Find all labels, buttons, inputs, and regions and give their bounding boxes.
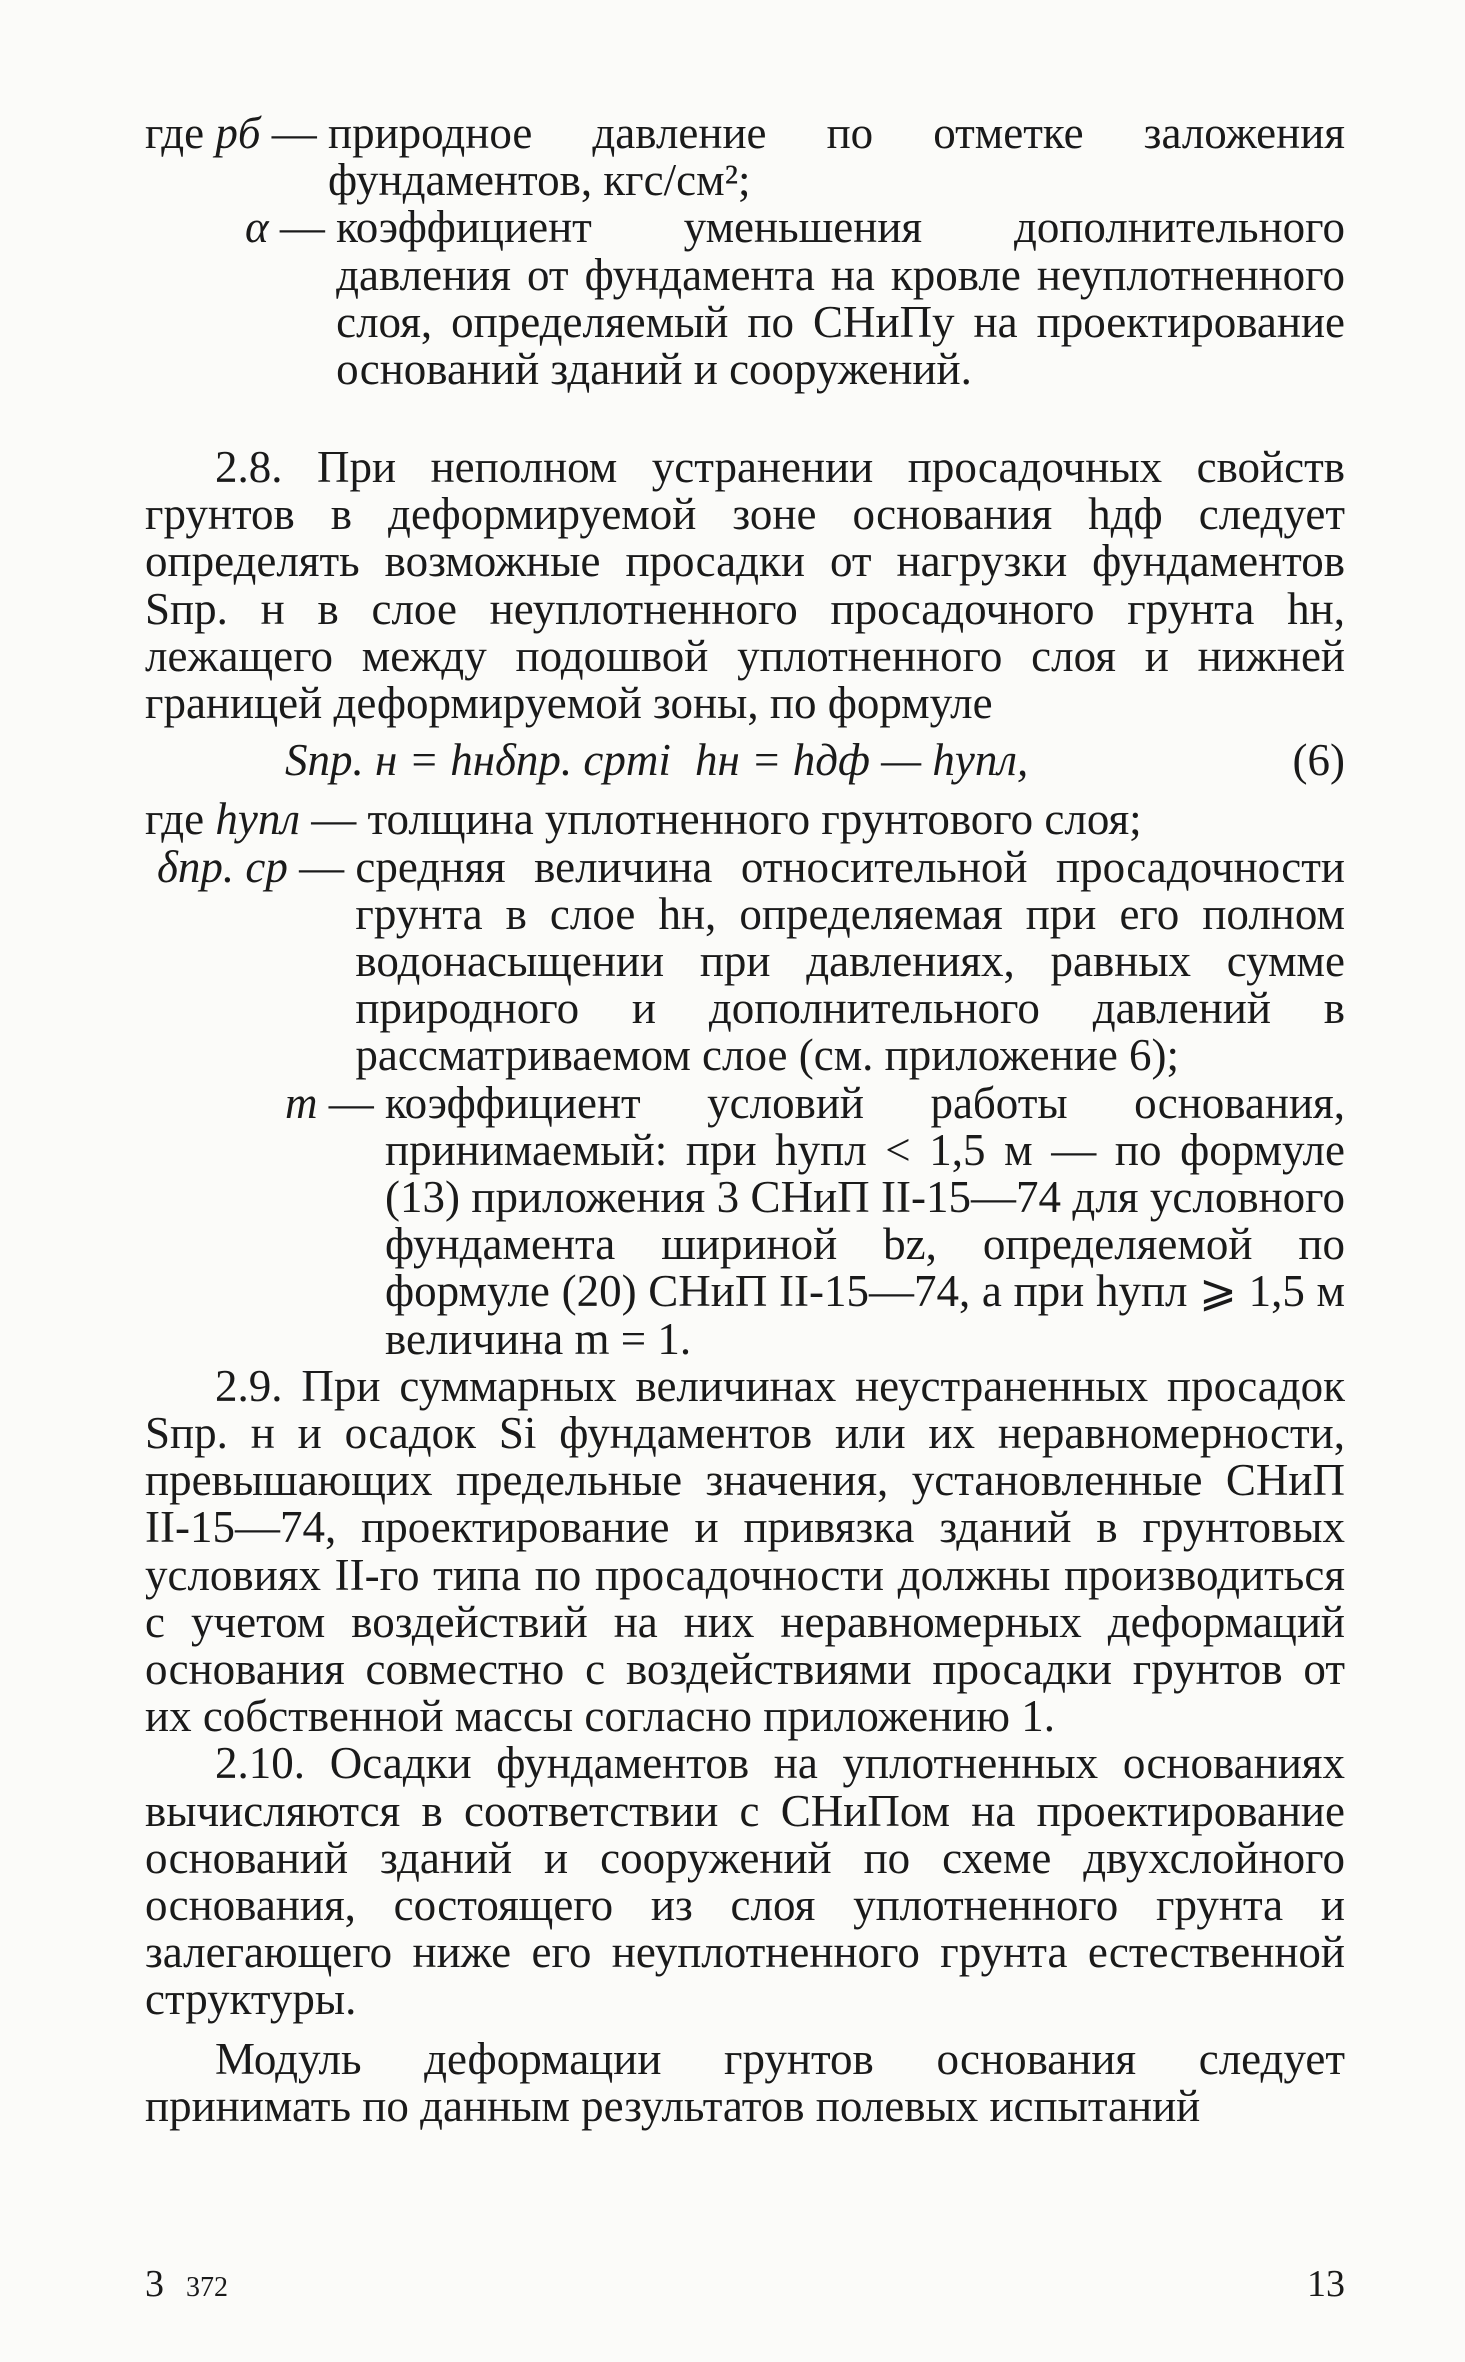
term-alpha: α bbox=[245, 202, 269, 253]
def-row-alpha: α — коэффициент уменьшения дополнительного давления от фундамента на кровле неуплотненного слоя, определяемый по СНиПу на проектирование оснований зданий и сооружений. bbox=[245, 202, 1345, 395]
formula-number: (6) bbox=[1292, 735, 1345, 786]
where-word: где bbox=[145, 794, 205, 845]
formula-part-1: Sпр. н = hнδпр. срmi bbox=[285, 735, 671, 786]
page-footer bbox=[145, 2262, 1345, 2312]
term-dpr: δпр. ср bbox=[157, 841, 288, 892]
def-alpha: коэффициент уменьшения дополнительного давления от фундамента на кровле неуплотненного слоя, определяемый по СНиПу на проектирование оснований зданий и сооружений. bbox=[336, 202, 1345, 395]
paragraph-modulus: Модуль деформации грунтов основания следует принимать по данным результатов полевых испытаний bbox=[145, 2033, 1345, 2131]
page-number: 13 bbox=[1307, 2263, 1345, 2305]
where-block-1 bbox=[145, 110, 1345, 393]
formula-6 bbox=[145, 737, 1345, 784]
def-row-dpr: δпр. ср — средняя величина относительной просадочности грунта в слое hн, определяемая при его полном водонасыщении при давлениях, равных сумме природного и дополнительного давлений в рассматриваемом слое (см. приложение 6); bbox=[157, 841, 1345, 1081]
def-pb: природное давление по отметке заложения фундаментов, кгс/см²; bbox=[327, 108, 1345, 206]
def-row-hupl: где hупл — толщина уплотненного грунтового слоя; bbox=[145, 796, 1345, 843]
where-block-2 bbox=[145, 796, 1345, 1362]
paragraph-2-8: 2.8. При неполном устранении просадочных свойств грунтов в деформируемой зоне основания hдф следует определять возможные просадки от нагрузки фундаментов Sпр. н в слое неуплотненного просадочного грунта hн, лежащего между подошвой уплотненного слоя и нижней границей деформируемой зоны, по формуле bbox=[145, 442, 1345, 729]
formula-part-2: hн = hдф — hупл, bbox=[695, 735, 1029, 786]
def-hupl: толщина уплотненного грунтового слоя; bbox=[367, 794, 1142, 845]
paragraph-2-9: 2.9. При суммарных величинах неустраненных просадок Sпр. н и осадок Si фундаментов или их неравномерности, превышающих предельные значения, установленные СНиП II-15—74, проектирование и привязка зданий в грунтовых условиях II-го типа по просадочности должны производиться с учетом воздействий на них неравномерных деформаций основания совместно с воздействиями просадки грунтов от их собственной массы согласно приложению 1. bbox=[145, 1360, 1345, 1742]
signature-code: 372 bbox=[186, 2272, 228, 2303]
def-dpr: средняя величина относительной просадочности грунта в слое hн, определяемая при его полном водонасыщении при давлениях, равных сумме природного и дополнительного давлений в рассматриваемом слое (см. приложение 6); bbox=[355, 841, 1345, 1081]
term-hupl: hупл bbox=[215, 794, 300, 845]
signature-number: 3 bbox=[145, 2263, 164, 2305]
def-m: коэффициент условий работы основания, принимаемый: при hупл < 1,5 м — по формуле (13) приложения 3 СНиП II-15—74 для условного фундамента шириной bz, определяемой по формуле (20) СНиП II-15—74, а при hупл ⩾ 1,5 м величина m = 1. bbox=[385, 1077, 1345, 1364]
def-row-pb: где pб — природное давление по отметке заложения фундаментов, кгс/см²; bbox=[145, 108, 1345, 206]
where-word: где bbox=[145, 108, 205, 158]
term-pb: pб bbox=[215, 108, 261, 158]
term-m: m bbox=[285, 1077, 318, 1128]
paragraph-2-10: 2.10. Осадки фундаментов на уплотненных основаниях вычисляются в соответствии с СНиПом на проектирование оснований зданий и сооружений по схеме двухслойного основания, состоящего из слоя уплотненного грунта и залегающего ниже его неуплотненного грунта естественной структуры. bbox=[145, 1738, 1345, 2025]
section-2-8-block bbox=[145, 444, 1345, 2130]
signature-mark bbox=[145, 2262, 228, 2306]
def-row-m: m — коэффициент условий работы основания, принимаемый: при hупл < 1,5 м — по формуле (13) приложения 3 СНиП II-15—74 для условного фундамента шириной bz, определяемой по формуле (20) СНиП II-15—74, а при hупл ⩾ 1,5 м величина m = 1. bbox=[285, 1077, 1345, 1364]
